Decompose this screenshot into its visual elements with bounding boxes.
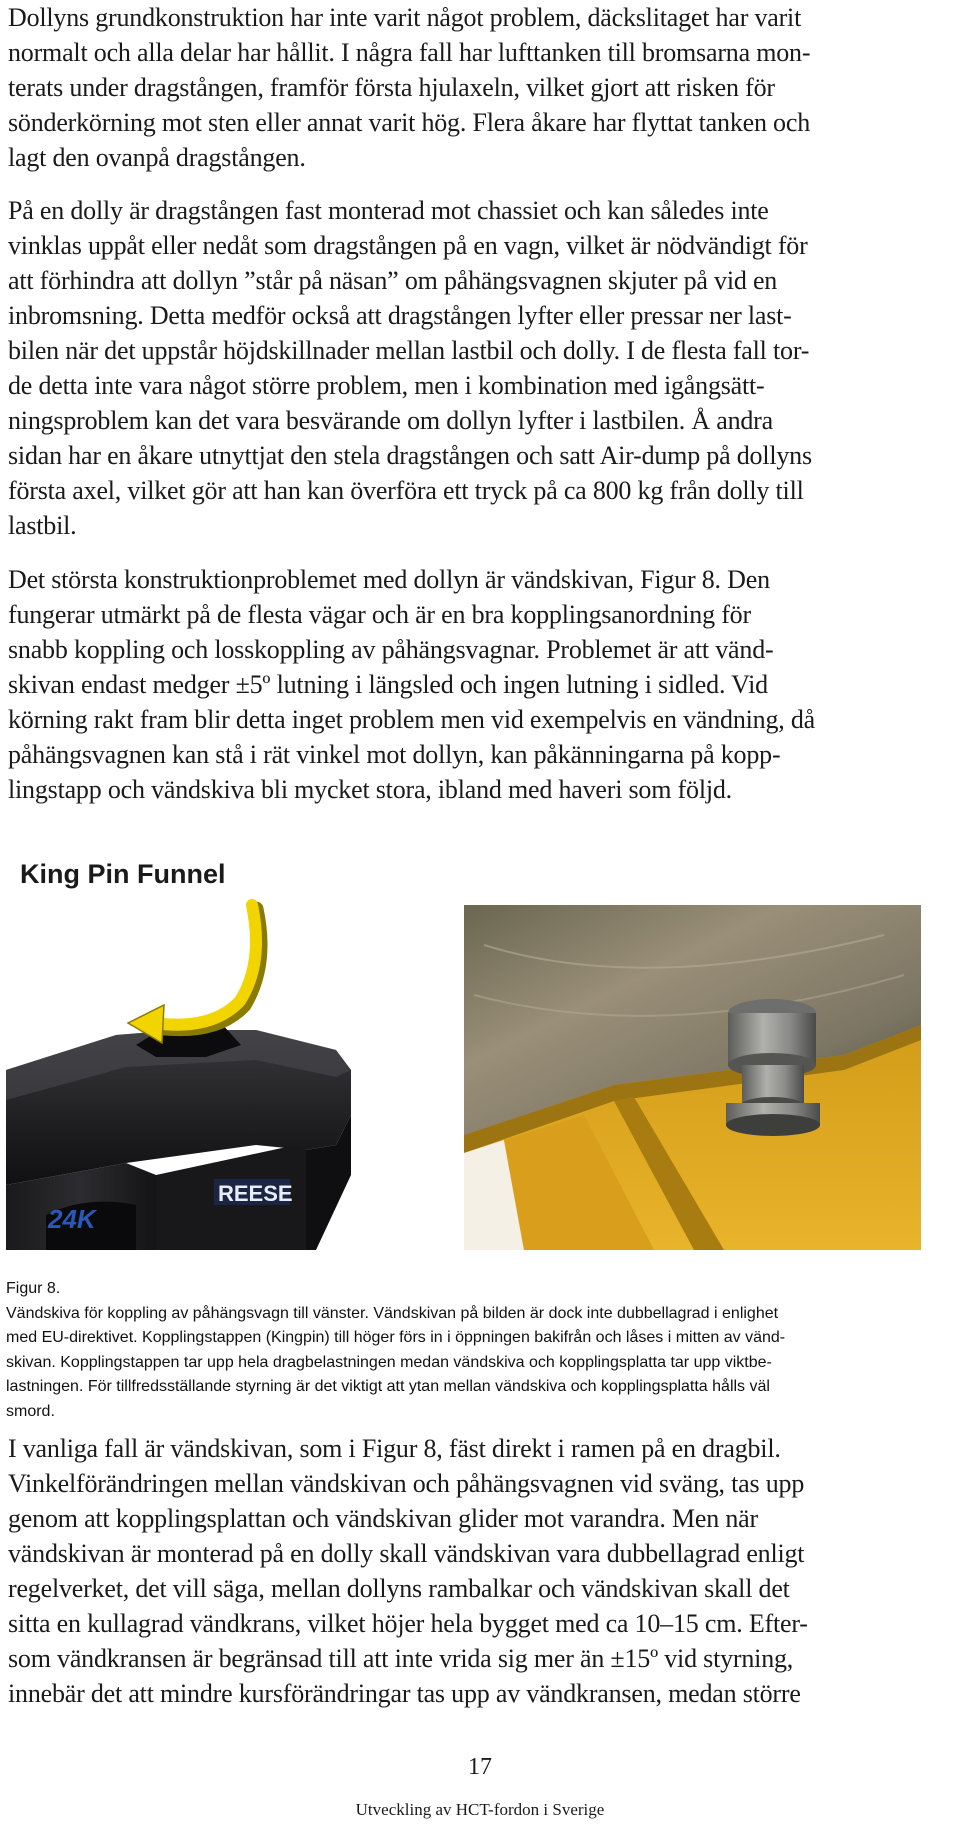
text-line: Vinkelförändringen mellan vändskivan och påhängsvagnen vid sväng, tas upp	[8, 1469, 805, 1498]
caption-title: Figur 8.	[6, 1280, 61, 1297]
text-line: bilen när det uppstår höjdskillnader mellan lastbil och dolly. I de flesta fall tor-	[8, 336, 810, 365]
fifth-wheel-photo	[6, 845, 464, 1250]
text-line: Dollyns grundkonstruktion har inte varit något problem, däckslitaget har varit	[8, 3, 802, 32]
paragraph-2	[8, 193, 958, 543]
text-line: genom att kopplingsplattan och vändskivan glider mot varandra. Men när	[8, 1504, 758, 1533]
text-line: innebär det att mindre kursförändringar tas upp av vändkransen, medan större	[8, 1679, 801, 1708]
text-line: första axel, vilket gör att han kan överföra ett tryck på ca 800 kg från dolly till	[8, 476, 804, 505]
kingpin-icon	[726, 1114, 820, 1136]
text-line: I vanliga fall är vändskivan, som i Figur 8, fäst direkt i ramen på en dragbil.	[8, 1434, 781, 1463]
text-line: sitta en kullagrad vändkrans, vilket höjer hela bygget med ca 10–15 cm. Efter-	[8, 1609, 808, 1638]
kingpin-photo	[464, 905, 921, 1250]
caption-line: skivan. Kopplingstappen tar upp hela dragbelastningen medan vändskiva och kopplingsplatta tar upp viktbe-	[6, 1353, 772, 1371]
figure-caption	[6, 1277, 951, 1424]
paragraph-3	[8, 562, 958, 807]
text-line: inbromsning. Detta medför också att dragstången lyfter eller pressar ner last-	[8, 301, 792, 330]
text-line: fungerar utmärkt på de flesta vägar och är en bra kopplingsanordning för	[8, 600, 751, 629]
caption-line: Vändskiva för koppling av påhängsvagn till vänster. Vändskivan på bilden är dock inte dubbellagrad i enlighet	[6, 1304, 779, 1322]
text-line: som vändkransen är begränsad till att inte vrida sig mer än ±15º vid styrning,	[8, 1644, 794, 1673]
paragraph-1	[8, 0, 958, 175]
capacity-badge: 24K	[48, 1204, 96, 1234]
text-line: normalt och alla delar har hållit. I några fall har lufttanken till bromsarna mon-	[8, 38, 811, 67]
text-line: terats under dragstången, framför första hjulaxeln, vilket gjort att risken för	[8, 73, 775, 102]
reese-logo: REESE	[218, 1181, 293, 1206]
text-line: sidan har en åkare utnyttjat den stela dragstången och satt Air-dump på dollyns	[8, 441, 812, 470]
text-line: lastbil.	[8, 511, 77, 540]
text-line: skivan endast medger ±5º lutning i längsled och ingen lutning i sidled. Vid	[8, 670, 768, 699]
text-line: körning rakt fram blir detta inget problem men vid exempelvis en vändning, då	[8, 705, 815, 734]
text-line: vinklas uppåt eller nedåt som dragstången på en vagn, vilket är nödvändigt för	[8, 231, 808, 260]
text-line: vändskivan är monterad på en dolly skall vändskivan vara dubbellagrad enligt	[8, 1539, 805, 1568]
king-pin-funnel-label: King Pin Funnel	[20, 859, 226, 889]
page-number: 17	[468, 1754, 492, 1780]
text-line: lingstapp och vändskiva bli mycket stora, ibland med haveri som följd.	[8, 775, 732, 804]
caption-line: smord.	[6, 1402, 55, 1420]
kingpin-illustration	[464, 905, 921, 1250]
text-line: lagt den ovanpå dragstången.	[8, 143, 306, 172]
text-line: påhängsvagnen kan stå i rät vinkel mot dollyn, kan påkänningarna på kopp-	[8, 740, 781, 769]
text-line: På en dolly är dragstången fast monterad mot chassiet och kan således inte	[8, 196, 769, 225]
paragraph-4	[8, 1431, 958, 1711]
fifth-wheel-illustration	[6, 845, 464, 1250]
text-line: ningsproblem kan det vara besvärande om dollyn lyfter i lastbilen. Å andra	[8, 406, 773, 435]
text-line: de detta inte vara något större problem, men i kombination med igångsätt-	[8, 371, 765, 400]
caption-line: lastningen. För tillfredsställande styrning är det viktigt att ytan mellan vändskiva och kopplingsplatta hålls väl	[6, 1378, 770, 1395]
figure-8	[0, 845, 960, 1255]
text-line: regelverket, det vill säga, mellan dollyns rambalkar och vändskivan skall det	[8, 1574, 790, 1603]
text-line: att förhindra att dollyn ”står på näsan” om påhängsvagnen skjuter på vid en	[8, 266, 778, 295]
caption-line: med EU-direktivet. Kopplingstappen (Kingpin) till höger förs in i öppningen bakifrån och låses i mitten av vänd-	[6, 1329, 786, 1346]
text-line: snabb koppling och losskoppling av påhängsvagnar. Problemet är att vänd-	[8, 635, 774, 664]
page-footer: Utveckling av HCT-fordon i Sverige	[355, 1800, 605, 1819]
text-line: sönderkörning mot sten eller annat varit hög. Flera åkare har flyttat tanken och	[8, 108, 810, 137]
text-line: Det största konstruktionproblemet med dollyn är vändskivan, Figur 8. Den	[8, 565, 770, 594]
